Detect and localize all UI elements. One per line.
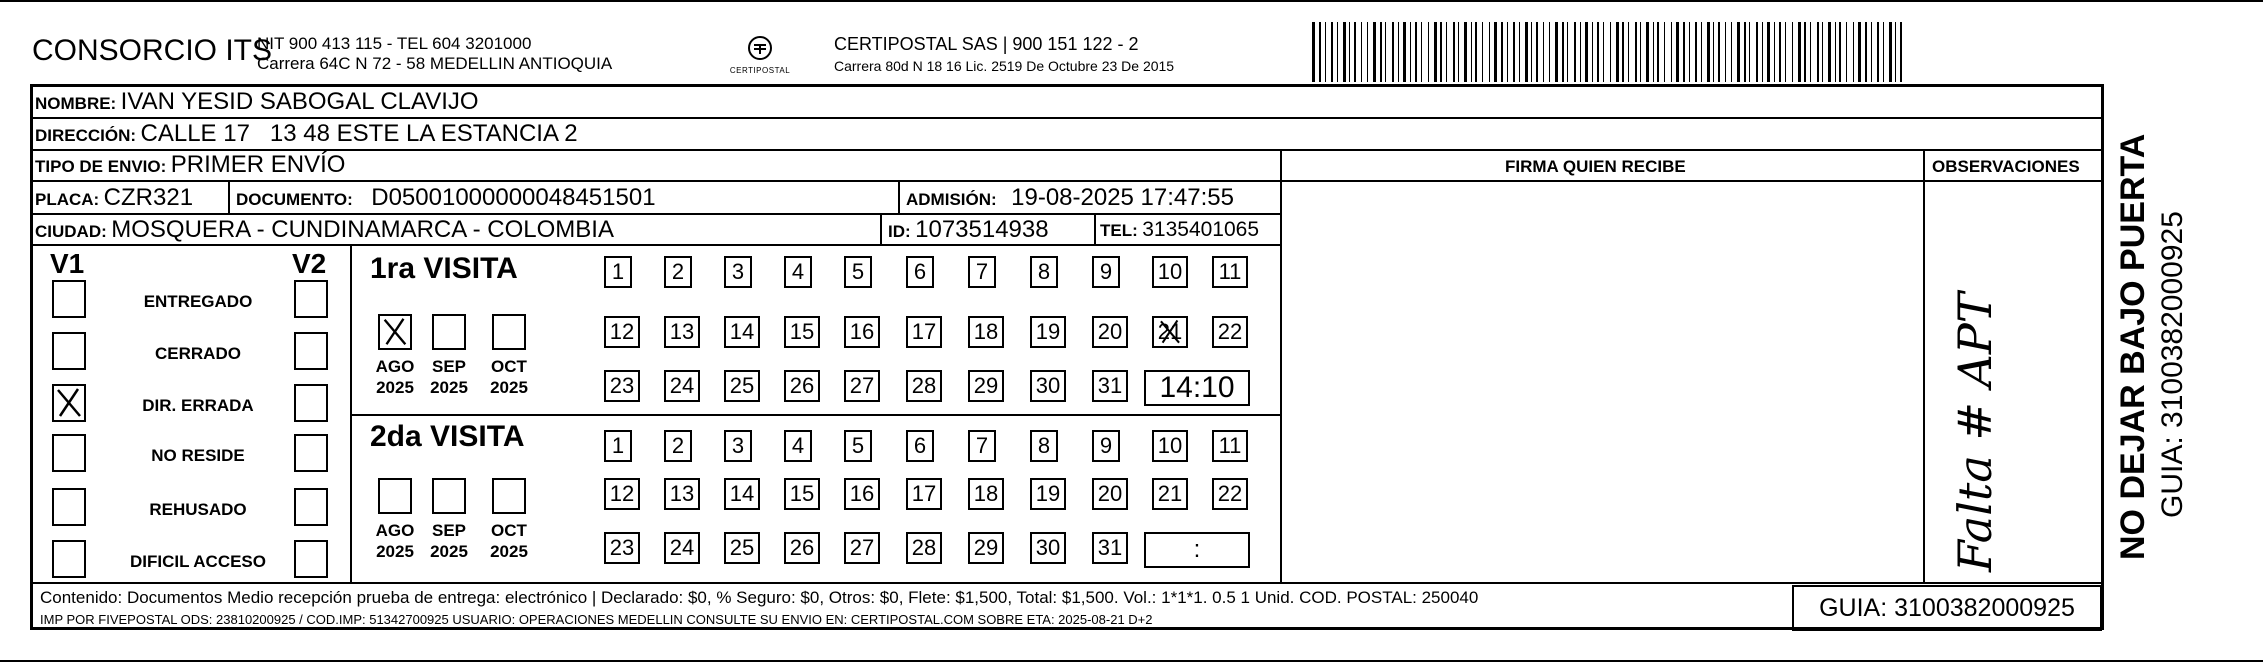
barcode-bar	[1475, 22, 1477, 82]
recipient-address: CALLE 17 13 48 ESTE LA ESTANCIA 2	[140, 120, 578, 147]
barcode-bar	[1513, 22, 1515, 82]
barcode-bar	[1610, 22, 1611, 82]
status-label: DIR. ERRADA	[142, 396, 254, 415]
address-label: DIRECCIÓN:	[35, 126, 137, 145]
barcode-bar	[1749, 22, 1750, 82]
admission-row	[906, 184, 1234, 212]
barcode-bar	[1592, 22, 1593, 82]
first-visit-day-16[interactable]: 16	[844, 316, 880, 348]
recipient-name: IVAN YESID SABOGAL CLAVIJO	[120, 88, 479, 115]
first-visit-day-14[interactable]: 14	[724, 316, 760, 348]
barcode-bar	[1785, 22, 1786, 82]
shipment-type-label: TIPO DE ENVIO:	[35, 157, 167, 176]
barcode-bar	[1531, 22, 1532, 82]
first-visit-day-18[interactable]: 18	[968, 316, 1004, 348]
v2-checkbox-2[interactable]	[294, 332, 328, 370]
divider	[30, 582, 2104, 584]
barcode-bar	[1701, 22, 1702, 82]
second-visit-day-18[interactable]: 18	[968, 478, 1004, 510]
barcode-bar	[1657, 22, 1659, 82]
page-edge	[0, 660, 2263, 662]
barcode-bar	[1671, 22, 1672, 82]
first-visit-day-12[interactable]: 12	[604, 316, 640, 348]
second-visit-day-31[interactable]: 31	[1092, 532, 1128, 564]
address-row	[35, 120, 578, 148]
city-row	[35, 216, 614, 244]
second-visit-day-7[interactable]: 7	[968, 430, 996, 462]
barcode-bar	[1640, 22, 1641, 82]
side-notice: NO DEJAR BAJO PUERTA	[2114, 133, 2152, 560]
barcode-bar	[1354, 22, 1356, 82]
first-visit-day-9[interactable]: 9	[1092, 256, 1120, 288]
barcode-bar	[1828, 22, 1831, 82]
signature-label: FIRMA QUIEN RECIBE	[1505, 157, 1686, 176]
year-label: 2025	[490, 378, 528, 397]
footer-content: Contenido: Documentos Medio recepción prueba de entrega: electrónico | Declarado: $0, % Seguro: $0, Otros: $0, Flete: $1,500, Total: $1,500. Vol.: 1*1*1. 0.5 1 Unid. COD. POSTAL: 250040	[40, 588, 1479, 607]
barcode-bar	[1403, 22, 1406, 82]
status-label: ENTREGADO	[143, 292, 253, 311]
second-visit-day-8[interactable]: 8	[1030, 430, 1058, 462]
barcode-bar	[1737, 22, 1740, 82]
barcode-bar	[1883, 22, 1884, 82]
first-visit-day-22[interactable]: 22	[1212, 316, 1248, 348]
barcode-bar	[1900, 22, 1902, 82]
divider	[30, 244, 1280, 246]
document-row	[236, 184, 656, 212]
second-visit-day-5[interactable]: 5	[844, 430, 872, 462]
barcode-bar	[1774, 22, 1775, 82]
barcode-bar	[1798, 22, 1801, 82]
status-label: CERRADO	[155, 344, 241, 363]
second-visit-day-15[interactable]: 15	[784, 478, 820, 510]
second-visit-month-sep[interactable]	[432, 478, 466, 514]
name-row	[35, 88, 479, 116]
barcode-bar	[1767, 22, 1770, 82]
divider	[30, 180, 2104, 182]
first-visit-day-13[interactable]: 13	[664, 316, 700, 348]
barcode-bar	[1835, 22, 1836, 82]
barcode-bar	[1683, 22, 1685, 82]
barcode-bar	[1380, 22, 1382, 82]
second-visit-day-13[interactable]: 13	[664, 478, 700, 510]
first-visit-day-1[interactable]: 1	[604, 256, 632, 288]
barcode-bar	[1349, 22, 1350, 82]
second-visit-day-14[interactable]: 14	[724, 478, 760, 510]
observations-label: OBSERVACIONES	[1932, 157, 2080, 176]
barcode-bar	[1817, 22, 1819, 82]
barcode-bar	[1337, 22, 1338, 82]
city-label: CIUDAD:	[35, 222, 107, 241]
barcode-bar	[1519, 22, 1520, 82]
barcode-bar	[1877, 22, 1879, 82]
first-visit-label: 1ra VISITA	[370, 252, 518, 285]
barcode-bar	[1853, 22, 1854, 82]
first-visit-day-21[interactable]: 21	[1152, 316, 1188, 348]
v2-checkbox-5[interactable]	[294, 488, 328, 526]
first-visit-day-8[interactable]: 8	[1030, 256, 1058, 288]
barcode-bar	[1889, 22, 1892, 82]
second-visit-day-6[interactable]: 6	[906, 430, 934, 462]
barcode-bar	[1744, 22, 1746, 82]
barcode-bar	[1567, 22, 1568, 82]
year-label: 2025	[490, 542, 528, 561]
barcode-bar	[1622, 22, 1624, 82]
second-visit-day-1[interactable]: 1	[604, 430, 632, 462]
divider	[350, 244, 352, 582]
barcode-bar	[1525, 22, 1528, 82]
second-visit-month-oct[interactable]	[492, 478, 526, 514]
barcode-bar	[1507, 22, 1508, 82]
footer-print-info: IMP POR FIVEPOSTAL ODS: 23810200925 / COD.IMP: 51342700925 USUARIO: OPERACIONES MEDELLIN CONSULTE SU ENVIO EN: CERTIPOSTAL.COM SOBRE ETA: 2025-08-21 D+2	[40, 612, 1153, 627]
first-visit-day-24[interactable]: 24	[664, 370, 700, 402]
shipment-type-row	[35, 151, 345, 179]
courier-address: Carrera 80d N 18 16 Lic. 2519 De Octubre 23 De 2015	[834, 58, 1175, 74]
plate-label: PLACA:	[35, 190, 100, 209]
barcode-bar	[1555, 22, 1558, 82]
barcode-bar	[1325, 22, 1326, 82]
barcode-bar	[1580, 22, 1581, 82]
second-visit-day-16[interactable]: 16	[844, 478, 880, 510]
second-visit-day-30[interactable]: 30	[1030, 532, 1066, 564]
second-visit-day-28[interactable]: 28	[906, 532, 942, 564]
company-name: CONSORCIO ITS	[32, 34, 273, 67]
second-visit-day-24[interactable]: 24	[664, 532, 700, 564]
barcode-bar	[1871, 22, 1872, 82]
barcode-bar	[1810, 22, 1811, 82]
second-visit-day-19[interactable]: 19	[1030, 478, 1066, 510]
barcode-bar	[1762, 22, 1763, 82]
month-label: SEP	[431, 521, 467, 540]
second-visit-month-ago[interactable]	[378, 478, 412, 514]
second-visit-day-29[interactable]: 29	[968, 532, 1004, 564]
divider	[1923, 149, 1925, 582]
barcode-bar	[1664, 22, 1665, 82]
second-visit-day-10[interactable]: 10	[1152, 430, 1188, 462]
second-visit-day-23[interactable]: 23	[604, 532, 640, 564]
second-visit-day-26[interactable]: 26	[784, 532, 820, 564]
second-visit-day-9[interactable]: 9	[1092, 430, 1120, 462]
page-edge	[0, 0, 2263, 2]
barcode-bar	[1628, 22, 1629, 82]
first-visit-day-19[interactable]: 19	[1030, 316, 1066, 348]
first-visit-day-10[interactable]: 10	[1152, 256, 1188, 288]
barcode-bar	[1410, 22, 1411, 82]
status-label: DIFICIL ACCESO	[129, 552, 266, 571]
name-label: NOMBRE:	[35, 94, 117, 113]
second-visit-day-3[interactable]: 3	[724, 430, 752, 462]
v1-checkbox-2[interactable]	[52, 332, 86, 370]
second-visit-day-2[interactable]: 2	[664, 430, 692, 462]
barcode-bar	[1312, 22, 1315, 82]
first-visit-day-23[interactable]: 23	[604, 370, 640, 402]
barcode-bar	[1458, 22, 1459, 82]
v1-checkbox-3[interactable]	[52, 384, 86, 422]
tel-row	[1100, 218, 1259, 242]
barcode-bar	[1549, 22, 1550, 82]
barcode-bar	[1707, 22, 1710, 82]
v2-checkbox-1[interactable]	[294, 280, 328, 318]
second-visit-time[interactable]: :	[1144, 532, 1250, 568]
second-visit-day-4[interactable]: 4	[784, 430, 812, 462]
v2-label: V2	[292, 248, 327, 279]
barcode-bar	[1858, 22, 1861, 82]
month-label: AGO	[375, 357, 415, 376]
barcode-bar	[1676, 22, 1679, 82]
certipostal-logo	[728, 32, 792, 78]
month-label: OCT	[491, 521, 527, 540]
barcode-bar	[1331, 22, 1333, 82]
barcode-bar	[1319, 22, 1321, 82]
first-visit-month-sep[interactable]	[432, 314, 466, 350]
barcode-bar	[1361, 22, 1362, 82]
logo-text: CERTIPOSTAL	[729, 66, 791, 75]
second-visit-day-22[interactable]: 22	[1212, 478, 1248, 510]
v1-checkbox-1[interactable]	[52, 280, 86, 318]
first-visit-day-27[interactable]: 27	[844, 370, 880, 402]
barcode-bar	[1392, 22, 1394, 82]
barcode-bar	[1731, 22, 1732, 82]
check-mark	[54, 386, 84, 420]
first-visit-day-29[interactable]: 29	[968, 370, 1004, 402]
first-visit-day-31[interactable]: 31	[1092, 370, 1128, 402]
tel-value: 3135401065	[1142, 218, 1260, 241]
year-label: 2025	[430, 378, 468, 397]
admission-value: 19-08-2025 17:47:55	[1011, 184, 1234, 211]
first-visit-day-17[interactable]: 17	[906, 316, 942, 348]
barcode-bar	[1822, 22, 1823, 82]
barcode-bar	[1536, 22, 1538, 82]
company-address: Carrera 64C N 72 - 58 MEDELLIN ANTIOQUIA	[257, 54, 613, 73]
v1-checkbox-4[interactable]	[52, 434, 86, 472]
barcode-bar	[1846, 22, 1847, 82]
divider	[898, 180, 900, 213]
first-visit-day-28[interactable]: 28	[906, 370, 942, 402]
barcode-bar	[1804, 22, 1806, 82]
barcode	[1312, 22, 1904, 82]
second-visit-day-27[interactable]: 27	[844, 532, 880, 564]
first-visit-day-26[interactable]: 26	[784, 370, 820, 402]
month-label: SEP	[431, 357, 467, 376]
divider	[30, 213, 1280, 215]
v1-checkbox-5[interactable]	[52, 488, 86, 526]
barcode-bar	[1562, 22, 1564, 82]
status-label: REHUSADO	[149, 500, 247, 519]
barcode-bar	[1718, 22, 1720, 82]
barcode-bar	[1543, 22, 1544, 82]
barcode-bar	[1428, 22, 1429, 82]
barcode-bar	[1574, 22, 1576, 82]
barcode-bar	[1440, 22, 1442, 82]
v1-checkbox-6[interactable]	[52, 540, 86, 578]
barcode-bar	[1713, 22, 1714, 82]
first-visit-day-11[interactable]: 11	[1212, 256, 1248, 288]
barcode-bar	[1839, 22, 1841, 82]
barcode-bar	[1756, 22, 1758, 82]
barcode-bar	[1415, 22, 1417, 82]
second-visit-day-20[interactable]: 20	[1092, 478, 1128, 510]
check-mark	[380, 316, 410, 348]
first-visit-day-5[interactable]: 5	[844, 256, 872, 288]
shipment-type: PRIMER ENVÍO	[170, 151, 346, 178]
barcode-bar	[1385, 22, 1386, 82]
first-visit-day-4[interactable]: 4	[784, 256, 812, 288]
first-visit-day-3[interactable]: 3	[724, 256, 752, 288]
barcode-bar	[1453, 22, 1455, 82]
first-visit-month-ago[interactable]	[378, 314, 412, 350]
second-visit-day-25[interactable]: 25	[724, 532, 760, 564]
barcode-bar	[1779, 22, 1781, 82]
barcode-bar	[1695, 22, 1697, 82]
v1-label: V1	[50, 248, 85, 279]
barcode-bar	[1398, 22, 1399, 82]
barcode-bar	[1653, 22, 1654, 82]
barcode-bar	[1482, 22, 1483, 82]
year-label: 2025	[430, 542, 468, 561]
first-visit-day-20[interactable]: 20	[1092, 316, 1128, 348]
first-visit-day-25[interactable]: 25	[724, 370, 760, 402]
document-label: DOCUMENTO:	[236, 190, 353, 209]
barcode-bar	[1367, 22, 1368, 82]
courier-name: CERTIPOSTAL SAS | 900 151 122 - 2	[834, 34, 1139, 54]
barcode-bar	[1597, 22, 1599, 82]
second-visit-day-17[interactable]: 17	[906, 478, 942, 510]
barcode-bar	[1689, 22, 1690, 82]
first-visit-day-6[interactable]: 6	[906, 256, 934, 288]
observations-handwriting: Falta # APT	[1948, 292, 2002, 572]
id-row	[888, 216, 1049, 244]
first-visit-day-15[interactable]: 15	[784, 316, 820, 348]
second-visit-day-11[interactable]: 11	[1212, 430, 1248, 462]
barcode-bar	[1421, 22, 1422, 82]
barcode-bar	[1865, 22, 1867, 82]
year-label: 2025	[376, 542, 414, 561]
id-label: ID:	[888, 222, 911, 241]
year-label: 2025	[376, 378, 414, 397]
barcode-bar	[1501, 22, 1503, 82]
barcode-bar	[1895, 22, 1896, 82]
divider	[30, 117, 2104, 119]
divider	[1280, 149, 1282, 582]
first-visit-day-2[interactable]: 2	[664, 256, 692, 288]
divider	[1094, 213, 1096, 244]
second-visit-label: 2da VISITA	[370, 420, 525, 453]
barcode-bar	[1646, 22, 1649, 82]
month-label: OCT	[491, 357, 527, 376]
barcode-bar	[1434, 22, 1437, 82]
divider	[228, 180, 230, 213]
barcode-bar	[1494, 22, 1497, 82]
divider	[880, 213, 882, 244]
v2-checkbox-3[interactable]	[294, 384, 328, 422]
first-visit-day-30[interactable]: 30	[1030, 370, 1066, 402]
divider	[352, 414, 1280, 416]
barcode-bar	[1616, 22, 1619, 82]
barcode-bar	[1792, 22, 1793, 82]
barcode-bar	[1343, 22, 1346, 82]
second-visit-day-21[interactable]: 21	[1152, 478, 1188, 510]
id-value: 1073514938	[915, 216, 1049, 243]
first-visit-time[interactable]: 14:10	[1144, 370, 1250, 406]
document-value: D05001000000048451501	[371, 184, 656, 211]
status-label: NO RESIDE	[151, 446, 245, 465]
barcode-bar	[1489, 22, 1490, 82]
barcode-bar	[1635, 22, 1637, 82]
plate-value: CZR321	[103, 184, 194, 211]
company-nit: NIT 900 413 115 - TEL 604 3201000	[257, 34, 532, 53]
barcode-bar	[1464, 22, 1467, 82]
v2-checkbox-4[interactable]	[294, 434, 328, 472]
barcode-bar	[1471, 22, 1472, 82]
city-value: MOSQUERA - CUNDINAMARCA - COLOMBIA	[111, 216, 614, 243]
month-label: AGO	[375, 521, 415, 540]
first-visit-day-7[interactable]: 7	[968, 256, 996, 288]
plate-row	[35, 184, 193, 212]
tel-label: TEL:	[1100, 221, 1138, 240]
side-guia: GUIA: 3100382000925	[2156, 211, 2189, 518]
admission-label: ADMISIÓN:	[906, 190, 997, 209]
check-mark	[1154, 318, 1186, 346]
first-visit-month-oct[interactable]	[492, 314, 526, 350]
barcode-bar	[1373, 22, 1376, 82]
v2-checkbox-6[interactable]	[294, 540, 328, 578]
barcode-bar	[1585, 22, 1588, 82]
second-visit-day-12[interactable]: 12	[604, 478, 640, 510]
barcode-bar	[1603, 22, 1604, 82]
barcode-bar	[1446, 22, 1447, 82]
barcode-bar	[1725, 22, 1726, 82]
guia-number: GUIA: 3100382000925	[1792, 585, 2102, 631]
